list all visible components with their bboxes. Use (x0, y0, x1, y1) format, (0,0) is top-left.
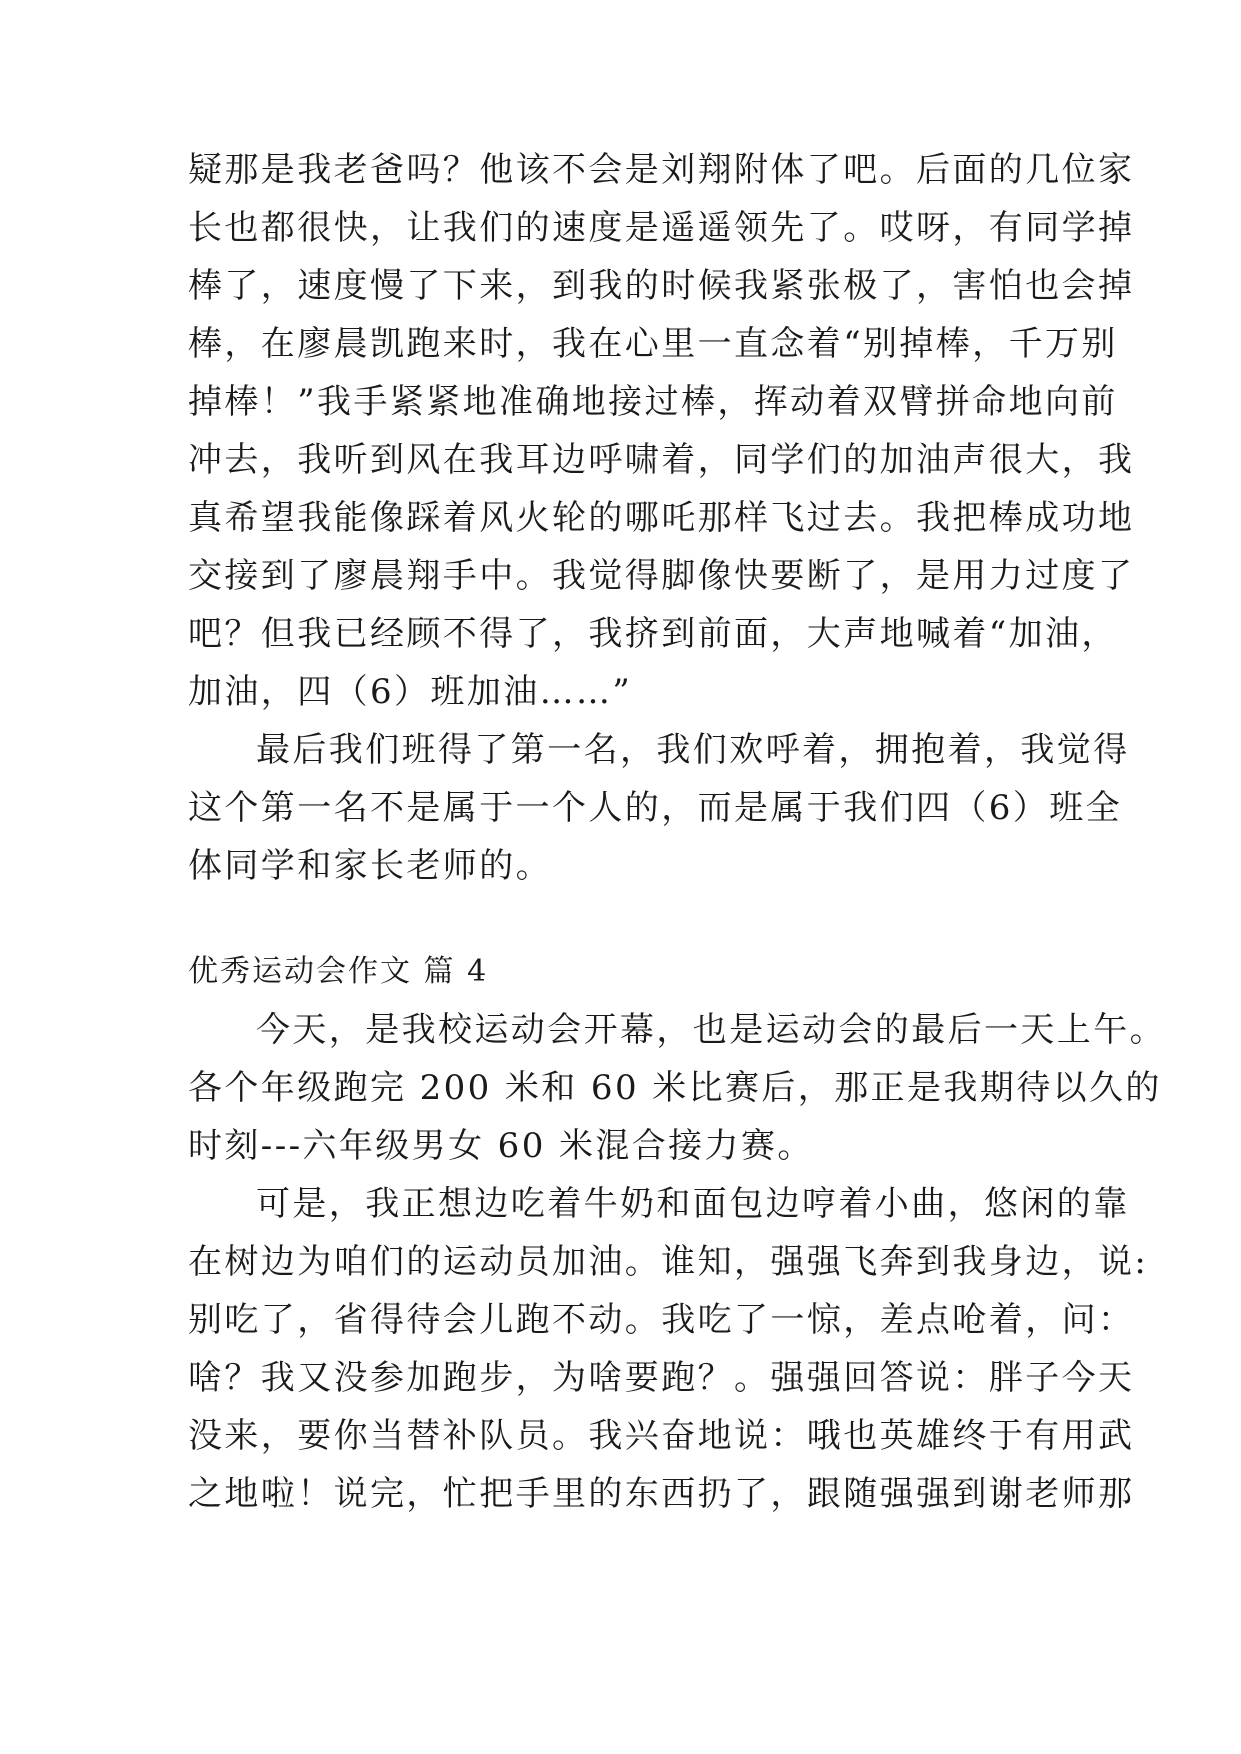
paragraph-line: 吧？但我已经顾不得了，我挤到前面，大声地喊着“加油， (188, 614, 1118, 654)
paragraph-line: 在树边为咱们的运动员加油。谁知，强强飞奔到我身边，说: (188, 1242, 1149, 1282)
paragraph-line: 别吃了，省得待会儿跑不动。我吃了一惊，差点呛着，问： (188, 1300, 1135, 1340)
paragraph-line: 棒，在廖晨凯跑来时，我在心里一直念着“别掉棒，千万别 (188, 324, 1118, 364)
paragraph-line: 最后我们班得了第一名，我们欢呼着，拥抱着，我觉得 (256, 730, 1130, 770)
paragraph-line: 今天，是我校运动会开幕，也是运动会的最后一天上午。 (256, 1010, 1166, 1050)
paragraph-line: 交接到了廖晨翔手中。我觉得脚像快要断了，是用力过度了 (188, 556, 1135, 596)
paragraph-line: 长也都很快，让我们的速度是遥遥领先了。哎呀，有同学掉 (188, 208, 1135, 248)
paragraph-line: 掉棒！”我手紧紧地准确地接过棒，挥动着双臂拼命地向前 (188, 382, 1118, 422)
paragraph-line: 这个第一名不是属于一个人的，而是属于我们四（6）班全 (188, 788, 1123, 828)
paragraph-line: 加油，四（6）班加油……” (188, 672, 633, 712)
paragraph-line: 疑那是我老爸吗？他该不会是刘翔附体了吧。后面的几位家 (188, 150, 1135, 190)
paragraph-line: 之地啦！说完，忙把手里的东西扔了，跟随强强到谢老师那 (188, 1474, 1135, 1514)
paragraph-line: 棒了，速度慢了下来，到我的时候我紧张极了，害怕也会掉 (188, 266, 1135, 306)
paragraph-line: 没来，要你当替补队员。我兴奋地说：哦也英雄终于有用武 (188, 1416, 1135, 1456)
paragraph-line: 啥？我又没参加跑步，为啥要跑？。强强回答说：胖子今天 (188, 1358, 1135, 1398)
paragraph-line: 各个年级跑完 200 米和 60 米比赛后，那正是我期待以久的 (188, 1068, 1162, 1108)
paragraph-line: 真希望我能像踩着风火轮的哪吒那样飞过去。我把棒成功地 (188, 498, 1135, 538)
paragraph-line: 冲去，我听到风在我耳边呼啸着，同学们的加油声很大，我 (188, 440, 1135, 480)
section-heading: 优秀运动会作文 篇 4 (188, 954, 489, 989)
paragraph-line: 可是，我正想边吃着牛奶和面包边哼着小曲，悠闲的靠 (256, 1184, 1130, 1224)
paragraph-line: 时刻---六年级男女 60 米混合接力赛。 (188, 1126, 814, 1166)
paragraph-line: 体同学和家长老师的。 (188, 846, 552, 886)
